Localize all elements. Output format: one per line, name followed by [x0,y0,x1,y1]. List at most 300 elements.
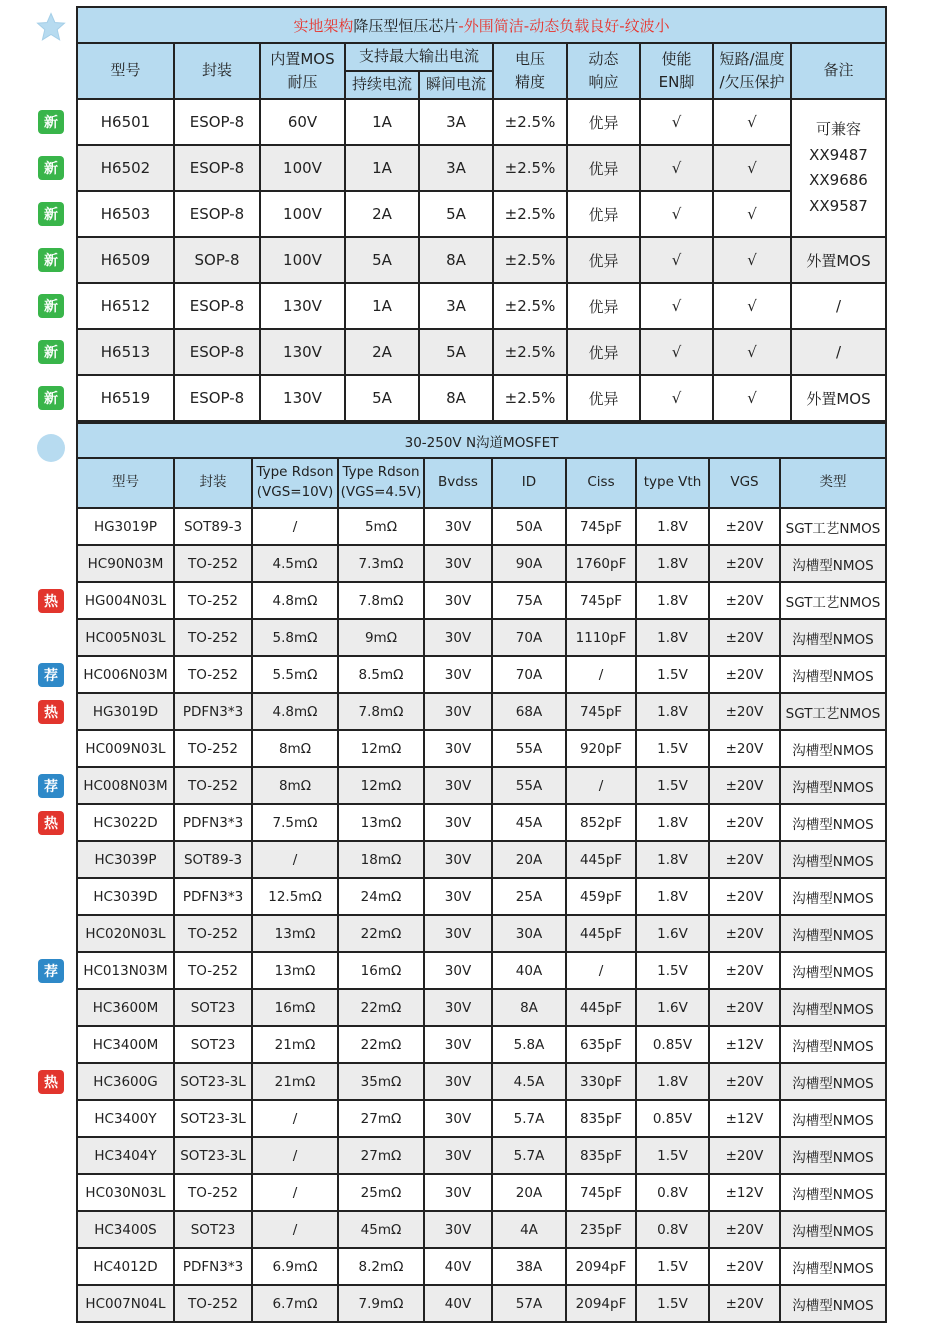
cell-rdson-4v5: 16mΩ [338,952,424,989]
status-badge: 荐 [38,774,64,798]
table-row [77,915,886,952]
cell-vgs: ±20V [709,952,780,989]
cell-model: H6509 [77,237,174,283]
table-row [77,99,886,145]
cell-vgs: ±20V [709,1211,780,1248]
cell-package: TO-252 [174,545,252,582]
cell-vth: 0.8V [636,1174,709,1211]
status-badge: 新 [38,386,64,410]
cell-bvdss: 30V [424,804,492,841]
header-remark: 备注 [791,43,886,99]
cell-rdson-4v5: 12mΩ [338,767,424,804]
table-row [77,191,886,237]
cell-bvdss: 30V [424,1211,492,1248]
cell-continuous-current: 1A [345,283,419,329]
status-badge: 热 [38,1070,64,1094]
header-mos-voltage-line1: 内置MOS [270,49,335,68]
cell-package: SOT23-3L [174,1063,252,1100]
cell-voltage-accuracy: ±2.5% [493,99,567,145]
cell-continuous-current: 5A [345,375,419,421]
cell-rdson-10v: 4.8mΩ [252,582,338,619]
cell-ciss: 1110pF [566,619,636,656]
cell-type: 沟槽型NMOS [780,1174,886,1211]
cell-id: 20A [492,1174,566,1211]
cell-vgs: ±12V [709,1100,780,1137]
cell-rdson-4v5: 27mΩ [338,1137,424,1174]
page-title [77,7,886,43]
cell-package: SOP-8 [174,237,260,283]
header-continuous: 持续电流 [345,71,419,99]
cell-protection: √ [713,375,791,421]
mos-header-ciss: Ciss [566,458,636,508]
cell-protection: √ [713,283,791,329]
cell-model: HC030N03L [77,1174,174,1211]
cell-bvdss: 30V [424,656,492,693]
cell-type: 沟槽型NMOS [780,841,886,878]
status-badge: 热 [38,589,64,613]
cell-package: SOT23-3L [174,1137,252,1174]
cell-rdson-10v: 13mΩ [252,915,338,952]
cell-peak-current: 8A [419,375,493,421]
cell-ciss: 2094pF [566,1285,636,1322]
cell-vth: 1.8V [636,619,709,656]
cell-package: TO-252 [174,1285,252,1322]
table-row [77,1100,886,1137]
cell-bvdss: 30V [424,915,492,952]
table-row [77,1211,886,1248]
status-badge: 热 [38,811,64,835]
cell-type: 沟槽型NMOS [780,1063,886,1100]
cell-type: 沟槽型NMOS [780,545,886,582]
cell-vth: 0.85V [636,1026,709,1063]
cell-vth: 1.5V [636,656,709,693]
cell-type: 沟槽型NMOS [780,952,886,989]
cell-bvdss: 30V [424,1174,492,1211]
cell-package: PDFN3*3 [174,878,252,915]
cell-model: H6519 [77,375,174,421]
cell-bvdss: 30V [424,952,492,989]
cell-vth: 1.8V [636,545,709,582]
table-row [77,693,886,730]
cell-peak-current: 8A [419,237,493,283]
cell-package: ESOP-8 [174,375,260,421]
cell-package: TO-252 [174,582,252,619]
cell-bvdss: 30V [424,989,492,1026]
cell-id: 68A [492,693,566,730]
cell-protection: √ [713,329,791,375]
header-protection-line2: /欠压保护 [719,73,785,91]
table-row [77,1285,886,1322]
cell-mos-voltage: 100V [260,145,345,191]
cell-vth: 1.8V [636,508,709,545]
cell-vgs: ±20V [709,730,780,767]
cell-bvdss: 30V [424,619,492,656]
cell-id: 70A [492,656,566,693]
table-row [77,878,886,915]
cell-model: HC4012D [77,1248,174,1285]
cell-model: HC005N03L [77,619,174,656]
cell-peak-current: 5A [419,329,493,375]
cell-rdson-4v5: 7.3mΩ [338,545,424,582]
cell-model: HC3400S [77,1211,174,1248]
cell-dynamic-response: 优异 [567,329,640,375]
cell-rdson-4v5: 12mΩ [338,730,424,767]
mos-header-type: 类型 [780,458,886,508]
cell-ciss: 459pF [566,878,636,915]
cell-rdson-10v: 7.5mΩ [252,804,338,841]
rdson10-line2: (VGS=10V) [256,484,334,500]
mosfet-table [76,422,887,1323]
cell-bvdss: 40V [424,1248,492,1285]
cell-ciss: 920pF [566,730,636,767]
status-badge: 新 [38,202,64,226]
table-row [77,545,886,582]
cell-package: TO-252 [174,952,252,989]
cell-ciss: 330pF [566,1063,636,1100]
header-peak: 瞬间电流 [419,71,493,99]
cell-ciss: 445pF [566,989,636,1026]
status-badge: 热 [38,700,64,724]
cell-rdson-4v5: 9mΩ [338,619,424,656]
status-badge: 荐 [38,959,64,983]
cell-vth: 1.6V [636,989,709,1026]
cell-rdson-10v: / [252,508,338,545]
cell-dynamic-response: 优异 [567,145,640,191]
cell-type: SGT工艺NMOS [780,508,886,545]
cell-rdson-4v5: 8.5mΩ [338,656,424,693]
cell-model: HC3400Y [77,1100,174,1137]
table-row [77,804,886,841]
cell-rdson-4v5: 24mΩ [338,878,424,915]
cell-protection: √ [713,191,791,237]
cell-model: H6502 [77,145,174,191]
cell-protection: √ [713,237,791,283]
cell-enable-pin: √ [640,145,713,191]
header-enable [640,43,713,99]
cell-type: 沟槽型NMOS [780,1026,886,1063]
cell-ciss: 1760pF [566,545,636,582]
cell-rdson-4v5: 27mΩ [338,1100,424,1137]
cell-rdson-10v: 6.9mΩ [252,1248,338,1285]
cell-bvdss: 30V [424,1137,492,1174]
cell-rdson-4v5: 22mΩ [338,989,424,1026]
cell-rdson-4v5: 22mΩ [338,1026,424,1063]
cell-id: 57A [492,1285,566,1322]
cell-rdson-10v: 5.5mΩ [252,656,338,693]
cell-vgs: ±20V [709,656,780,693]
cell-model: HC3022D [77,804,174,841]
cell-rdson-10v: 13mΩ [252,952,338,989]
cell-model: HG3019D [77,693,174,730]
cell-package: TO-252 [174,1174,252,1211]
cell-bvdss: 30V [424,730,492,767]
cell-id: 5.7A [492,1100,566,1137]
cell-vth: 0.85V [636,1100,709,1137]
header-voltage-accuracy [493,43,567,99]
cell-rdson-4v5: 22mΩ [338,915,424,952]
cell-type: SGT工艺NMOS [780,582,886,619]
cell-model: HG004N03L [77,582,174,619]
cell-package: TO-252 [174,656,252,693]
cell-dynamic-response: 优异 [567,237,640,283]
cell-bvdss: 40V [424,1285,492,1322]
cell-vth: 1.8V [636,878,709,915]
cell-vth: 1.5V [636,730,709,767]
cell-mos-voltage: 100V [260,237,345,283]
header-package: 封装 [174,43,260,99]
table-row [77,283,886,329]
cell-bvdss: 30V [424,1063,492,1100]
cell-vgs: ±20V [709,545,780,582]
table-row [77,329,886,375]
cell-ciss: 745pF [566,508,636,545]
cell-vgs: ±20V [709,878,780,915]
cell-type: 沟槽型NMOS [780,915,886,952]
cell-enable-pin: √ [640,191,713,237]
cell-id: 5.8A [492,1026,566,1063]
cell-type: 沟槽型NMOS [780,619,886,656]
cell-continuous-current: 5A [345,237,419,283]
cell-vgs: ±12V [709,1174,780,1211]
mos-header-vth: type Vth [636,458,709,508]
status-badge: 新 [38,248,64,272]
cell-remark: 外置MOS [791,237,886,283]
cell-rdson-4v5: 18mΩ [338,841,424,878]
header-protection [713,43,791,99]
cell-package: SOT23-3L [174,1100,252,1137]
cell-mos-voltage: 100V [260,191,345,237]
cell-rdson-10v: / [252,1211,338,1248]
cell-rdson-10v: 21mΩ [252,1026,338,1063]
cell-voltage-accuracy: ±2.5% [493,191,567,237]
cell-enable-pin: √ [640,283,713,329]
cell-vth: 0.8V [636,1211,709,1248]
cell-bvdss: 30V [424,693,492,730]
cell-model: HC007N04L [77,1285,174,1322]
header-accuracy-line2: 精度 [514,73,545,91]
cell-voltage-accuracy: ±2.5% [493,329,567,375]
cell-rdson-10v: / [252,1137,338,1174]
cell-protection: √ [713,99,791,145]
cell-enable-pin: √ [640,329,713,375]
cell-mos-voltage: 60V [260,99,345,145]
cell-rdson-10v: / [252,841,338,878]
table-row [77,767,886,804]
cell-rdson-4v5: 35mΩ [338,1063,424,1100]
remark-line: 可兼容 [815,120,861,138]
remark-line: XX9587 [809,196,868,215]
cell-bvdss: 30V [424,841,492,878]
cell-package: SOT23 [174,1211,252,1248]
cell-bvdss: 30V [424,508,492,545]
cell-dynamic-response: 优异 [567,191,640,237]
remark-line: XX9487 [809,145,868,164]
table-row [77,730,886,767]
cell-continuous-current: 2A [345,329,419,375]
cell-vth: 1.5V [636,1285,709,1322]
cell-voltage-accuracy: ±2.5% [493,283,567,329]
cell-peak-current: 3A [419,145,493,191]
cell-ciss: 235pF [566,1211,636,1248]
cell-id: 45A [492,804,566,841]
cell-package: PDFN3*3 [174,693,252,730]
header-model: 型号 [77,43,174,99]
cell-id: 8A [492,989,566,1026]
mos-header-id: ID [492,458,566,508]
status-badge: 新 [38,294,64,318]
cell-type: 沟槽型NMOS [780,804,886,841]
title-part-1: 实地架构 [293,16,354,35]
cell-ciss: 745pF [566,1174,636,1211]
table-row [77,237,886,283]
cell-vth: 1.5V [636,1137,709,1174]
header-accuracy-line1: 电压 [514,49,545,68]
mos-header-rdson-4v5 [338,458,424,508]
cell-voltage-accuracy: ±2.5% [493,375,567,421]
cell-package: PDFN3*3 [174,1248,252,1285]
cell-package: ESOP-8 [174,191,260,237]
cell-remark: / [791,329,886,375]
star-icon [36,12,66,42]
cell-bvdss: 30V [424,1026,492,1063]
cell-id: 40A [492,952,566,989]
cell-vgs: ±20V [709,1248,780,1285]
table-row [77,145,886,191]
cell-model: H6512 [77,283,174,329]
cell-model: HG3019P [77,508,174,545]
cell-vgs: ±20V [709,989,780,1026]
cell-remark-compatible [791,99,886,237]
cell-vth: 1.8V [636,1063,709,1100]
mos-header-bvdss: Bvdss [424,458,492,508]
cell-protection: √ [713,145,791,191]
cell-type: 沟槽型NMOS [780,1285,886,1322]
cell-type: 沟槽型NMOS [780,730,886,767]
cell-type: 沟槽型NMOS [780,989,886,1026]
rdson10-line1: Type Rdson [256,464,334,481]
cell-dynamic-response: 优异 [567,375,640,421]
title-part-2: 降压型恒压芯片 [353,16,459,35]
table-row [77,989,886,1026]
cell-id: 75A [492,582,566,619]
cell-vgs: ±12V [709,1026,780,1063]
cell-package: TO-252 [174,730,252,767]
cell-mos-voltage: 130V [260,329,345,375]
table-row [77,508,886,545]
cell-model: H6513 [77,329,174,375]
header-max-current: 支持最大输出电流 [345,43,493,71]
cell-type: 沟槽型NMOS [780,1211,886,1248]
cell-package: SOT89-3 [174,508,252,545]
cell-package: TO-252 [174,915,252,952]
cell-vgs: ±20V [709,767,780,804]
buck-table-body [77,99,886,421]
header-mos-voltage-line2: 耐压 [287,73,318,91]
cell-vth: 1.5V [636,767,709,804]
cell-vgs: ±20V [709,1137,780,1174]
cell-id: 55A [492,767,566,804]
cell-voltage-accuracy: ±2.5% [493,145,567,191]
cell-vth: 1.5V [636,952,709,989]
table-row [77,1063,886,1100]
cell-package: ESOP-8 [174,99,260,145]
cell-id: 5.7A [492,1137,566,1174]
cell-ciss: / [566,767,636,804]
rdson45-line1: Type Rdson [342,464,420,481]
cell-continuous-current: 2A [345,191,419,237]
buck-converter-table [76,6,887,422]
cell-package: TO-252 [174,767,252,804]
cell-bvdss: 30V [424,767,492,804]
cell-remark: 外置MOS [791,375,886,421]
mos-header-package: 封装 [174,458,252,508]
cell-model: HC020N03L [77,915,174,952]
mos-header-rdson-10v [252,458,338,508]
status-badge: 新 [38,340,64,364]
cell-package: ESOP-8 [174,329,260,375]
cell-bvdss: 30V [424,878,492,915]
header-dynamic-response [567,43,640,99]
title-part-3: -外围简洁-动态负载良好-纹波小 [458,16,670,35]
cell-id: 25A [492,878,566,915]
cell-rdson-10v: 6.7mΩ [252,1285,338,1322]
header-response-line2: 响应 [588,73,619,91]
status-badge: 新 [38,156,64,180]
cell-bvdss: 30V [424,1100,492,1137]
cell-model: HC3600G [77,1063,174,1100]
cell-model: HC013N03M [77,952,174,989]
cell-type: 沟槽型NMOS [780,1137,886,1174]
cell-vth: 1.8V [636,804,709,841]
cell-ciss: 635pF [566,1026,636,1063]
cell-model: HC3600M [77,989,174,1026]
cell-model: HC3039P [77,841,174,878]
cell-dynamic-response: 优异 [567,99,640,145]
remark-line: XX9686 [809,171,868,189]
header-enable-line1: 使能 [661,49,692,68]
cell-model: H6501 [77,99,174,145]
cell-vth: 1.8V [636,693,709,730]
cell-rdson-4v5: 7.8mΩ [338,582,424,619]
cell-dynamic-response: 优异 [567,283,640,329]
table-row [77,1137,886,1174]
cell-rdson-10v: 12.5mΩ [252,878,338,915]
cell-package: TO-252 [174,619,252,656]
cell-ciss: 835pF [566,1137,636,1174]
table-row [77,582,886,619]
header-enable-line2: EN脚 [658,73,695,91]
cell-package: ESOP-8 [174,283,260,329]
cell-id: 90A [492,545,566,582]
cell-vgs: ±20V [709,915,780,952]
cell-ciss: 852pF [566,804,636,841]
cell-rdson-10v: 8mΩ [252,730,338,767]
header-protection-line1: 短路/温度 [719,49,785,68]
table-row [77,1174,886,1211]
cell-rdson-10v: 4.8mΩ [252,693,338,730]
table-row [77,619,886,656]
cell-model: HC3400M [77,1026,174,1063]
cell-id: 4.5A [492,1063,566,1100]
mos-header-vgs: VGS [709,458,780,508]
cell-bvdss: 30V [424,545,492,582]
cell-vgs: ±20V [709,804,780,841]
cell-id: 30A [492,915,566,952]
cell-ciss: 745pF [566,693,636,730]
cell-vgs: ±20V [709,508,780,545]
status-badge: 新 [38,110,64,134]
table-row [77,1248,886,1285]
